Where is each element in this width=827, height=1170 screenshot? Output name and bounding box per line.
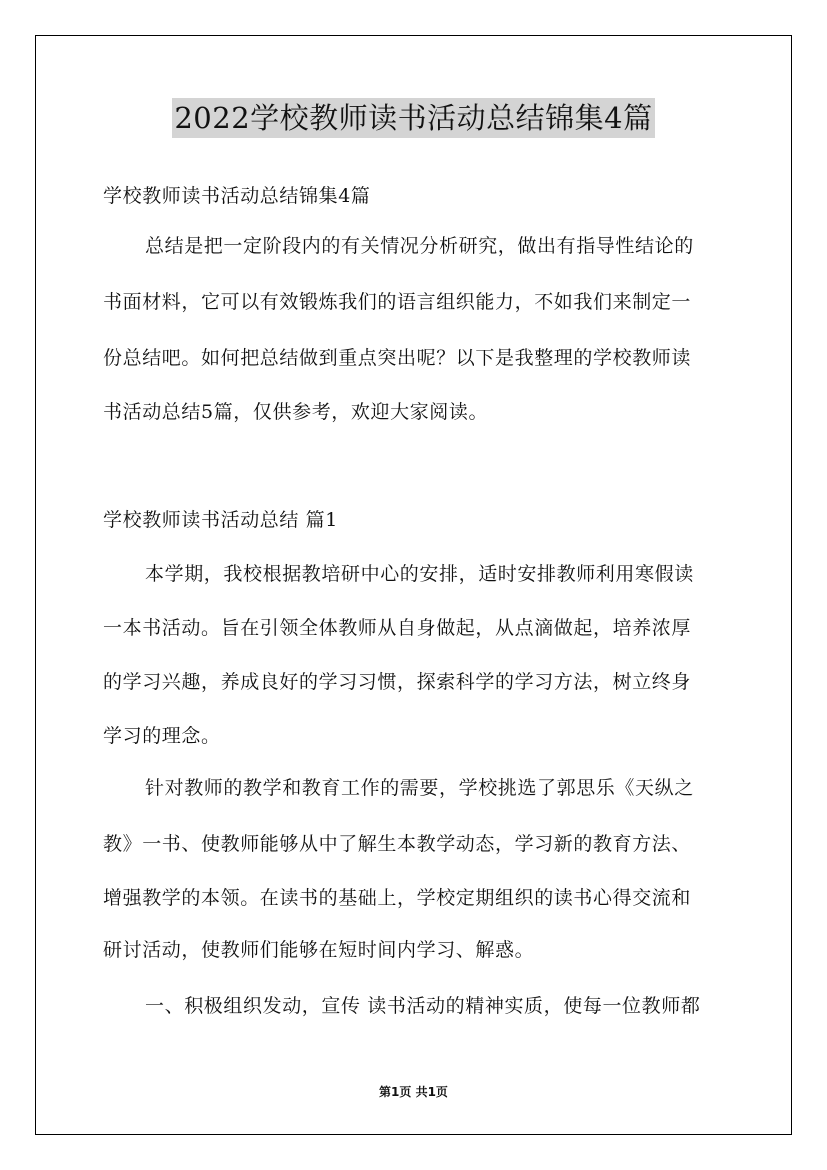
page-footer: 第1页 共1页: [379, 1085, 448, 1099]
paragraph-line: 的学习兴趣，养成良好的学习习惯，探索科学的学习方法，树立终身: [103, 671, 692, 693]
paragraph-line: 书面材料，它可以有效锻炼我们的语言组织能力，不如我们来制定一: [103, 291, 692, 313]
document-title: 2022学校教师读书活动总结锦集4篇: [172, 98, 654, 138]
paragraph-line: 一、积极组织发动，宣传 读书活动的精神实质，使每一位教师都: [145, 995, 701, 1017]
paragraph-line: 针对教师的教学和教育工作的需要，学校挑选了郭思乐《天纵之: [145, 777, 694, 799]
paragraph-line: 研讨活动，使教师们能够在短时间内学习、解惑。: [103, 939, 535, 961]
paragraph-line: 学习的理念。: [103, 725, 221, 747]
paragraph-line: 份总结吧。如何把总结做到重点突出呢？以下是我整理的学校教师读: [103, 347, 692, 369]
paragraph-line: 一本书活动。旨在引领全体教师从自身做起，从点滴做起，培养浓厚: [103, 617, 692, 639]
paragraph-line: 本学期，我校根据教培研中心的安排，适时安排教师利用寒假读: [145, 563, 694, 585]
title-wrap: [0, 98, 827, 138]
paragraph-line: 增强教学的本领。在读书的基础上，学校定期组织的读书心得交流和: [103, 887, 692, 909]
paragraph-line: 书活动总结5篇，仅供参考，欢迎大家阅读。: [103, 401, 489, 423]
paragraph-line: 总结是把一定阶段内的有关情况分析研究，做出有指导性结论的: [145, 235, 694, 257]
section-heading: 学校教师读书活动总结 篇1: [103, 509, 338, 531]
subtitle: 学校教师读书活动总结锦集4篇: [103, 185, 371, 207]
paragraph-line: 教》一书、使教师能够从中了解生本教学动态，学习新的教育方法、: [103, 833, 692, 855]
